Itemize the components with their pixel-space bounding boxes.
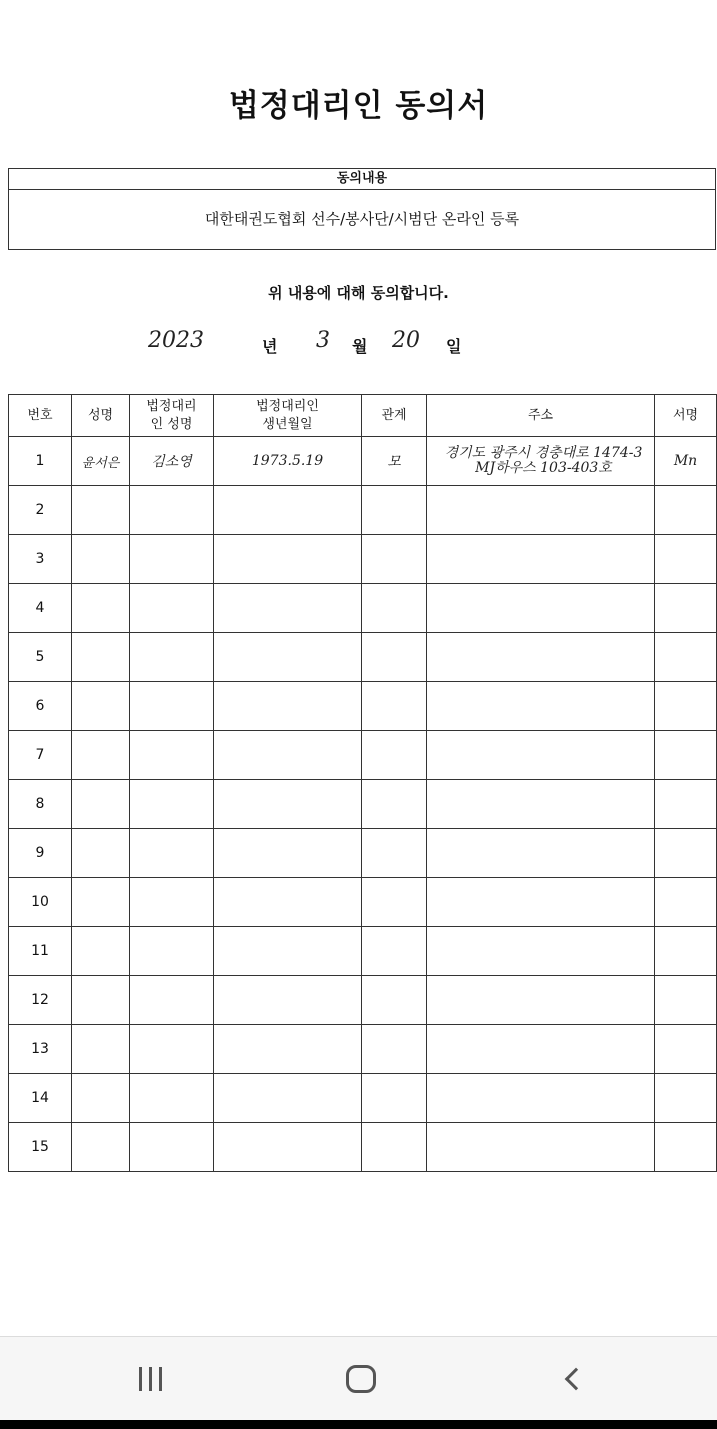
agree-text: 위 내용에 대해 동의합니다.	[268, 284, 449, 302]
header-name: 성명	[72, 395, 130, 437]
table-row	[9, 633, 717, 682]
address-line-1: 경기도 광주시 경충대로 1474-3	[444, 445, 643, 461]
cell-name	[72, 682, 130, 731]
cell-address	[427, 535, 655, 584]
address-line-2: MJ하우스 103-403호	[475, 460, 612, 476]
consent-body: 대한태권도협회 선수/봉사단/시범단 온라인 등록	[204, 210, 520, 228]
cell-no: 2	[9, 486, 72, 535]
cell-relation	[362, 633, 427, 682]
cell-guardian-birth	[214, 535, 362, 584]
cell-signature	[655, 682, 717, 731]
table-row	[9, 1074, 717, 1123]
cell-relation	[362, 829, 427, 878]
cell-relation	[362, 584, 427, 633]
table-row	[9, 829, 717, 878]
cell-relation	[362, 682, 427, 731]
cell-no: 9	[9, 829, 72, 878]
cell-name	[72, 633, 130, 682]
cell-address	[427, 486, 655, 535]
table-row	[9, 535, 717, 584]
table-row	[9, 486, 717, 535]
table-header-row	[9, 395, 717, 437]
cell-guardian-birth	[214, 780, 362, 829]
cell-relation: 모	[362, 437, 427, 486]
cell-address	[427, 1074, 655, 1123]
cell-guardian-name	[130, 780, 214, 829]
table-row	[9, 1123, 717, 1172]
cell-signature	[655, 780, 717, 829]
table-row	[9, 682, 717, 731]
cell-no: 8	[9, 780, 72, 829]
cell-guardian-birth	[214, 1123, 362, 1172]
table-row	[9, 927, 717, 976]
cell-guardian-name	[130, 731, 214, 780]
cell-relation	[362, 1074, 427, 1123]
cell-address	[427, 633, 655, 682]
date-row	[0, 326, 717, 366]
cell-signature: Mn	[655, 437, 717, 486]
cell-relation	[362, 878, 427, 927]
cell-guardian-birth	[214, 927, 362, 976]
cell-signature	[655, 1074, 717, 1123]
cell-signature	[655, 731, 717, 780]
home-button[interactable]	[331, 1359, 391, 1399]
cell-no: 7	[9, 731, 72, 780]
cell-address	[427, 927, 655, 976]
cell-name	[72, 1074, 130, 1123]
cell-guardian-birth	[214, 731, 362, 780]
cell-guardian-name	[130, 878, 214, 927]
consent-box	[8, 168, 716, 250]
cell-signature	[655, 829, 717, 878]
cell-guardian-name	[130, 927, 214, 976]
recents-icon	[139, 1367, 162, 1391]
recents-button[interactable]	[120, 1359, 180, 1399]
cell-guardian-name	[130, 633, 214, 682]
cell-name	[72, 878, 130, 927]
back-icon	[565, 1368, 588, 1391]
cell-guardian-name	[130, 682, 214, 731]
table-row	[9, 878, 717, 927]
cell-guardian-birth	[214, 976, 362, 1025]
cell-no: 5	[9, 633, 72, 682]
cell-guardian-name	[130, 486, 214, 535]
cell-signature	[655, 1123, 717, 1172]
cell-signature	[655, 535, 717, 584]
cell-name	[72, 976, 130, 1025]
cell-name	[72, 584, 130, 633]
cell-name	[72, 780, 130, 829]
cell-signature	[655, 878, 717, 927]
date-day-unit: 일	[446, 337, 462, 356]
cell-guardian-birth	[214, 486, 362, 535]
cell-address	[427, 1025, 655, 1074]
cell-signature	[655, 976, 717, 1025]
date-day: 20	[392, 328, 420, 353]
cell-signature	[655, 633, 717, 682]
date-month-unit: 월	[352, 337, 368, 356]
cell-address	[427, 437, 655, 486]
cell-guardian-name	[130, 535, 214, 584]
header-guardian-birth: 법정대리인 생년월일	[214, 395, 362, 437]
consent-header: 동의내용	[9, 169, 715, 190]
cell-relation	[362, 1123, 427, 1172]
cell-signature	[655, 584, 717, 633]
home-icon	[346, 1365, 376, 1393]
header-signature: 서명	[655, 395, 717, 437]
cell-address	[427, 976, 655, 1025]
cell-guardian-name	[130, 829, 214, 878]
cell-no: 1	[9, 437, 72, 486]
cell-relation	[362, 780, 427, 829]
header-address: 주소	[427, 395, 655, 437]
cell-no: 4	[9, 584, 72, 633]
cell-relation	[362, 731, 427, 780]
table-row	[9, 976, 717, 1025]
cell-address	[427, 1123, 655, 1172]
cell-guardian-name	[130, 1074, 214, 1123]
cell-signature	[655, 486, 717, 535]
cell-no: 6	[9, 682, 72, 731]
cell-relation	[362, 535, 427, 584]
cell-guardian-birth	[214, 829, 362, 878]
cell-no: 11	[9, 927, 72, 976]
cell-name	[72, 731, 130, 780]
cell-name: 윤서은	[72, 437, 130, 486]
cell-no: 12	[9, 976, 72, 1025]
cell-relation	[362, 927, 427, 976]
cell-guardian-birth	[214, 682, 362, 731]
table-row	[9, 780, 717, 829]
cell-address	[427, 682, 655, 731]
cell-name	[72, 829, 130, 878]
cell-no: 14	[9, 1074, 72, 1123]
cell-signature	[655, 927, 717, 976]
cell-address	[427, 878, 655, 927]
cell-guardian-name	[130, 1025, 214, 1074]
cell-no: 3	[9, 535, 72, 584]
cell-no: 10	[9, 878, 72, 927]
cell-name	[72, 1025, 130, 1074]
cell-guardian-birth	[214, 1074, 362, 1123]
cell-guardian-birth: 1973.5.19	[214, 437, 362, 486]
cell-name	[72, 486, 130, 535]
cell-no: 15	[9, 1123, 72, 1172]
table-row	[9, 584, 717, 633]
cell-guardian-name	[130, 976, 214, 1025]
guardian-table	[8, 394, 717, 1172]
cell-guardian-birth	[214, 1025, 362, 1074]
cell-name	[72, 1123, 130, 1172]
header-relation: 관계	[362, 395, 427, 437]
cell-relation	[362, 1025, 427, 1074]
cell-guardian-birth	[214, 633, 362, 682]
table-row	[9, 731, 717, 780]
cell-address	[427, 731, 655, 780]
cell-address	[427, 829, 655, 878]
cell-guardian-name: 김소영	[130, 437, 214, 486]
cell-name	[72, 535, 130, 584]
cell-guardian-name	[130, 584, 214, 633]
cell-relation	[362, 976, 427, 1025]
header-no: 번호	[9, 395, 72, 437]
cell-guardian-name	[130, 1123, 214, 1172]
date-year-unit: 년	[262, 337, 278, 356]
cell-relation	[362, 486, 427, 535]
cell-signature	[655, 1025, 717, 1074]
table-row	[9, 1025, 717, 1074]
back-button[interactable]	[542, 1359, 602, 1399]
cell-guardian-birth	[214, 878, 362, 927]
table-row	[9, 437, 717, 486]
bottom-strip	[0, 1420, 717, 1429]
date-month: 3	[316, 328, 330, 353]
cell-guardian-birth	[214, 584, 362, 633]
header-guardian-name: 법정대리인 성명	[130, 395, 214, 437]
cell-address	[427, 584, 655, 633]
date-year: 2023	[148, 328, 204, 353]
cell-no: 13	[9, 1025, 72, 1074]
page-title: 법정대리인 동의서	[228, 88, 489, 124]
cell-address	[427, 780, 655, 829]
cell-name	[72, 927, 130, 976]
navigation-bar	[0, 1336, 717, 1420]
